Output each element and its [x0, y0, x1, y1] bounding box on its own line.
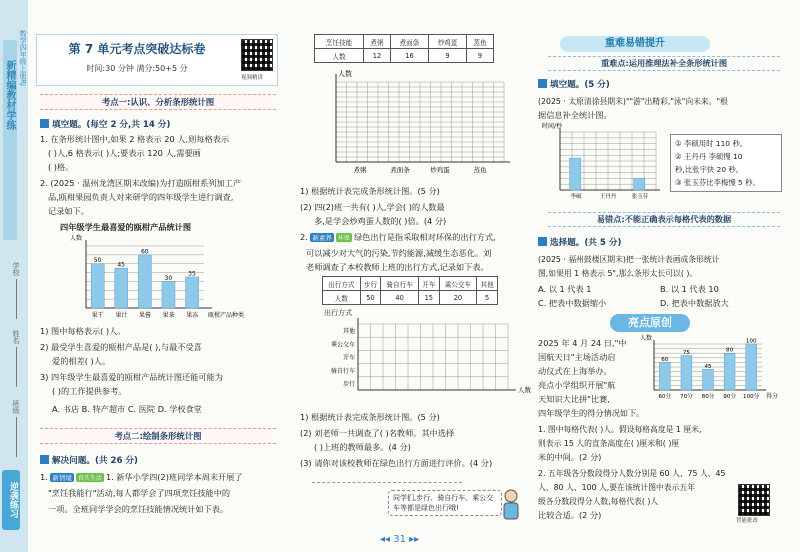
hint-bubble: 同学们,步行、骑自行车、乘公交车等都是绿色出行哦! [388, 490, 502, 516]
tick-label-0: 果干 [91, 312, 104, 319]
travel-table-row-cell: 5 [477, 291, 498, 305]
answer-line [312, 482, 462, 483]
q4-line2: 可以减少对大气的污染,节约能源,减缓生态恶化。刘 [306, 248, 492, 258]
bar-label-2: 60 [140, 248, 149, 256]
travel-table-header-cell: 步行 [360, 277, 381, 291]
y-axis-label: 时间/秒 [542, 123, 563, 130]
travel-table [322, 276, 498, 305]
chart4-svg [542, 124, 666, 204]
b-q1b: 则表示 15 人的直条高度在( )厘米和( )厘 [538, 439, 680, 448]
sub-heading-1: 重难点:运用推理法补全条形统计图 [548, 56, 780, 71]
qr-code-icon[interactable] [241, 39, 273, 71]
q2-sub3b: ( )的工作提供参考。 [52, 386, 127, 396]
bar-label-1: 75 [682, 350, 690, 356]
q4-sub2: (2) 刘老师一共调查了( )名教师。其中选择 [300, 428, 455, 438]
x-axis-label: 得分 [766, 393, 779, 400]
tick-label-1: 王丹丹 [599, 194, 617, 200]
x-axis-label: 人数 [518, 386, 531, 394]
kp2-heading: 考点二:绘制条形统计图 [40, 428, 276, 444]
tick-label-0: 煮粥 [353, 166, 367, 174]
cooking-table-header-cell: 蒸鱼 [466, 35, 493, 49]
b-q2d: 比较合适。(2 分) [538, 510, 602, 520]
bar-label-2: 45 [704, 363, 712, 370]
qr-smart-grade-label: 智能批改 [736, 518, 759, 524]
b-q2b: 人、80 人、100 人,要在该统计图中表示五年 [538, 483, 695, 492]
square-bullet-icon [538, 237, 547, 246]
cooking-table-header-cell: 烹饪技能 [315, 35, 364, 49]
binding-title: 新精编教材学练 [4, 60, 15, 130]
bar-label-0: 60 [661, 356, 669, 363]
tick-label-4: 果冻 [186, 312, 199, 319]
bar-2 [703, 369, 714, 390]
travel-table-header-cell: 开车 [418, 277, 439, 291]
col3-q2-line1: (2025 · 福州鼓楼区期末)把一张统计表画成条形统计 [538, 255, 720, 264]
col3-section1: 填空题。(5 分) [538, 78, 610, 90]
bar-0 [570, 158, 581, 190]
cooking-table-row-cell: 9 [428, 49, 466, 63]
clue-2b: 秒,比张宇快 20 秒。 [675, 165, 744, 174]
cooking-table-row-cell: 12 [363, 49, 390, 63]
q3-sub1: 1) 根据统计表完成条形统计图。(5 分) [300, 186, 440, 196]
tick-label-0: 李硕 [570, 194, 582, 200]
bar-label-4: 100 [745, 338, 757, 345]
b-line5: 天知识大比拼"比赛, [538, 394, 610, 404]
bar-label-3: 80 [726, 347, 734, 354]
kp1-heading: 考点一:认识、分析条形统计图 [40, 94, 276, 110]
q2-options: A. 书店 B. 特产超市 C. 医院 D. 学校食堂 [52, 404, 202, 414]
bar-partial [634, 178, 645, 190]
tag-environment: 环保 [337, 235, 350, 242]
cooking-table-header [315, 35, 494, 49]
bar-1 [115, 268, 128, 308]
col3-q-line2: 据信息补全统计图。 [538, 110, 612, 120]
b-q1c: 米的中间。(2 分) [538, 452, 602, 462]
square-bullet-icon [40, 119, 49, 128]
col3-section2: 选择题。(共 5 分) [538, 236, 621, 248]
page-title: 第 7 单元考点突破达标卷 [68, 42, 206, 56]
chart5-svg [640, 336, 780, 402]
q1-line3: ( )格。 [48, 162, 74, 172]
header-title-box [36, 34, 278, 86]
q4-line1: 2. 新素养 环保 绿色出行是指采取相对环保的出行方式, [300, 232, 496, 242]
q2-sub1: 1) 图中每格表示( )人。 [40, 326, 126, 336]
travel-table-header [323, 277, 498, 291]
bar-label-3: 30 [164, 274, 173, 282]
chart3-title: 出行方式 [324, 309, 352, 317]
binding-strip [0, 0, 28, 552]
q1-line1: 1. 在条形统计图中,如果 2 格表示 20 人,则每格表示 [40, 134, 230, 144]
tick-label-0: 60分 [658, 394, 672, 400]
field-class: 班级 [5, 400, 21, 457]
tick-label-1: 70分 [680, 394, 693, 400]
tick-label-3: 90分 [723, 394, 736, 400]
q4-line3: 老师调查了本校教师上班的出行方式,记录如下表。 [306, 262, 489, 272]
tag-new-situation: 新情境 [52, 474, 72, 482]
b-line1: 2025 年 4 月 24 日,"中 [538, 338, 627, 348]
travel-table-header-cell: 出行方式 [323, 277, 361, 291]
y-axis-label: 人数 [639, 335, 652, 342]
tick-label-4: 步行 [342, 381, 355, 389]
travel-table-row-cell: 50 [360, 291, 381, 305]
binding-bottom-badge: 逆袭练习 [2, 470, 20, 530]
bar-4 [746, 344, 757, 390]
field-school: 学校 [5, 262, 21, 319]
bar-3 [162, 281, 175, 308]
page-number: ◂◂ 31 ▸▸ [380, 534, 420, 545]
cooking-table [314, 34, 494, 63]
tag-new-literacy: 新素养 [312, 234, 332, 242]
travel-table-row-cell: 人数 [323, 291, 361, 305]
tag-real-life: 真实生活 [77, 475, 102, 482]
x-axis-label: 瓯柑产品种类 [208, 312, 245, 319]
bar-4 [186, 277, 199, 308]
tick-label-0: 其他 [342, 328, 355, 336]
q3-line1: 1. 新情境 真实生活 1. 新华小学四(2)班同学本周末开展了 [40, 472, 243, 482]
q4-sub1: 1) 根据统计表完成条形统计图。(5 分) [300, 412, 440, 422]
tick-label-1: 乘公交车 [330, 341, 355, 349]
tick-label-2: 张玉芬 [631, 194, 649, 200]
y-axis-label: 人数 [69, 235, 82, 242]
tick-label-3: 骑自行车 [330, 367, 355, 375]
bright-original-banner: 亮点原创 [610, 314, 690, 332]
bar-label-1: 45 [117, 261, 125, 269]
col3-q2-line2: 图,如果用 1 格表示 5",那么条形太长可以( )。 [538, 269, 698, 278]
clue-3: ③ 张玉芬比李梅慢 5 秒。 [675, 178, 760, 187]
bar-1 [681, 356, 692, 391]
bar-label-4: 35 [188, 270, 196, 278]
q3-sub2b: 多,是学会炒鸡蛋人数的( )倍。(4 分) [314, 216, 447, 226]
tick-label-1: 果汁 [115, 312, 128, 319]
tick-label-4: 100分 [743, 394, 760, 400]
q2-line2: 品,瓯柑果园负责人对来研学的四年级学生进行调查, [48, 192, 234, 202]
time-score: 时间:30 分钟 满分:50+5 分 [86, 64, 188, 73]
travel-table-row-cell: 40 [381, 291, 419, 305]
clue-2: ② 王丹丹 李硕慢 10 [675, 152, 743, 161]
bar-label-0: 50 [93, 257, 102, 265]
cooking-table-row [315, 49, 494, 63]
cooking-table-header-cell: 煮面条 [390, 35, 428, 49]
travel-table-header-cell: 其他 [477, 277, 498, 291]
b-q1: 1. 图中每格代表( )人。假设每格高度是 1 厘米, [538, 425, 702, 434]
cooking-table-header-cell: 炒鸡蛋 [428, 35, 466, 49]
chart2-svg [314, 72, 514, 176]
tick-label-1: 煮面条 [390, 166, 410, 174]
student-figure-icon [500, 488, 522, 522]
tick-label-2: 果酱 [138, 312, 152, 319]
option-d: D. 把表中数据放大 [660, 298, 729, 308]
bar-2 [138, 255, 151, 308]
travel-table-header-cell: 骑自行车 [381, 277, 419, 291]
tick-label-3: 蒸鱼 [473, 166, 487, 174]
cooking-table-row-cell: 人数 [315, 49, 364, 63]
qr-smart-grade-icon[interactable] [738, 484, 770, 516]
sub-heading-2: 易错点:不能正确表示每格代表的数据 [548, 212, 780, 227]
tick-label-3: 果茶 [162, 312, 175, 319]
option-c: C. 把表中数据缩小 [538, 298, 607, 308]
tick-label-2: 80分 [701, 394, 715, 400]
q4-sub2b: ( )上班的教师最多。(4 分) [314, 442, 411, 452]
bar-0 [91, 264, 104, 308]
travel-table-header-cell: 乘公交车 [439, 277, 477, 291]
chart3-svg [312, 320, 531, 408]
travel-table-row-cell: 20 [439, 291, 477, 305]
square-bullet-icon [40, 455, 49, 464]
q2-sub2: 2) 最受学生喜爱的瓯柑产品是( ),与最不受喜 [40, 342, 202, 352]
chart1-title: 四年级学生最喜爱的瓯柑产品统计图 [60, 222, 192, 232]
tick-label-2: 炒鸡蛋 [430, 166, 450, 174]
binding-side-label: 数学四年级上册RJ [19, 30, 27, 86]
b-line6: 四年级学生的得分情况如下。 [538, 408, 645, 418]
b-q2c: 级各分数段得分人数,每格代表( )人 [538, 497, 659, 506]
q3-sub2: (2) 四(2)班一共有( )人,学会( )的人数最 [300, 202, 445, 212]
q4-sub3: (3) 请你对该校教师在绿色出行方面进行评价。(4 分) [300, 458, 493, 468]
b-q2: 2. 五年级各分数段得分人数分别是 60 人、75 人、45 [538, 469, 726, 478]
bar-3 [724, 353, 735, 390]
cooking-table-row-cell: 16 [390, 49, 428, 63]
col3-q-line1: (2025 · 太原清徐县期末)""游"出精彩,"泳"向未来。"根 [538, 97, 728, 106]
q2-line3: 记录如下。 [48, 206, 89, 216]
travel-table-row-cell: 15 [418, 291, 439, 305]
cooking-table-row-cell: 9 [466, 49, 493, 63]
field-name: 姓名 [5, 330, 21, 387]
q3-line3: 一项。全班同学学会的烹饪技能情况统计如下表。 [48, 504, 229, 514]
q3-line2: "烹饪我能行"活动,每人都学会了四项烹饪技能中的 [48, 488, 231, 498]
qr-label: 视频精讲 [241, 75, 264, 81]
bar-0 [659, 362, 670, 390]
section2-heading: 解决问题。(共 26 分) [40, 454, 138, 466]
section1-heading: 填空题。(每空 2 分,共 14 分) [40, 118, 170, 130]
y-axis-label: 人数 [338, 70, 352, 78]
chart1-svg [69, 235, 272, 322]
option-a: A. 以 1 代表 1 [538, 284, 592, 294]
option-b: B. 以 1 代表 10 [660, 284, 719, 294]
b-line3: 动仪式在上海举办。 [538, 366, 612, 376]
q2-sub2b: 爱的相差( )人。 [52, 356, 111, 366]
q1-line2: ( )人,6 格表示( )人;要表示 120 人,需要画 [48, 148, 201, 158]
tick-label-2: 开车 [342, 354, 355, 362]
banner-hard-points: 重难易错提升 [560, 36, 710, 52]
travel-table-row [323, 291, 498, 305]
b-line2: 国航天日"主场活动启 [538, 352, 616, 362]
square-bullet-icon [538, 79, 547, 88]
swim-clues-box [670, 134, 782, 192]
q2-sub3: 3) 四年级学生最喜爱的瓯柑产品统计图还能可能为 [40, 372, 223, 382]
b-line4: 亮点小学组织开展"航 [538, 380, 616, 390]
q2-line1: 2. (2025 · 温州龙湾区期末改编)为打造瓯柑系列加工产 [40, 178, 242, 188]
cooking-table-header-cell: 煮粥 [363, 35, 390, 49]
clue-1: ① 李硕用时 110 秒。 [675, 139, 748, 148]
